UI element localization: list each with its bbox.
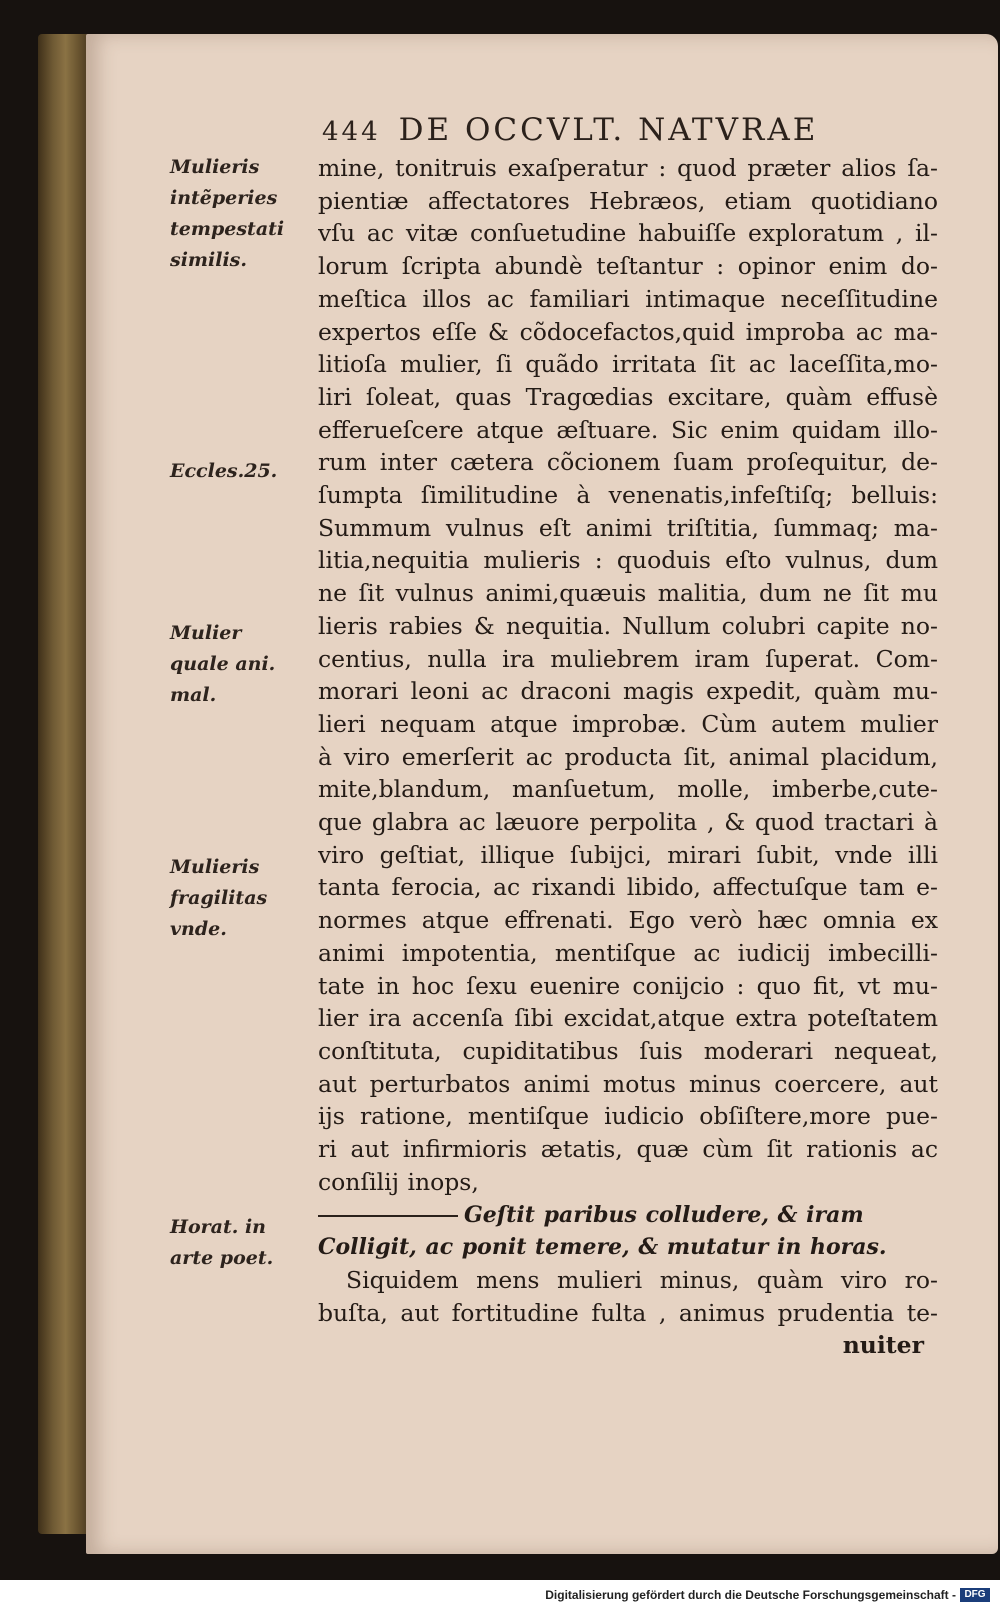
text-line: tate in hoc ſexu euenire conijcio : quo fit, vt mu- [318,971,938,1000]
text-line: buſta, aut fortitudine fulta , animus prudentia te- [318,1298,938,1327]
text-line: vſu ac vitæ conſuetudine habuiſſe exploratum , il- [318,219,938,248]
dfg-logo: DFG [960,1588,990,1602]
margin-note-line: mal. [170,684,217,706]
running-title: DE OCCVLT. NATVRAE [398,112,819,148]
text-line: pientiæ affectatores Hebræos, etiam quotidiano [318,186,938,215]
text-line: efferueſcere atque æſtuare. Sic enim quidam illo- [318,415,938,444]
margin-note-line: quale ani. [170,653,276,675]
margin-note-animal [170,618,310,711]
text-line: tanta ferocia, ac rixandi libido, affectuſque tam e- [318,873,938,902]
margin-note-line: Eccles.25. [170,460,278,482]
quote-dash-rule [318,1215,458,1217]
text-line: normes atque effrenati. Ego verò hæc omnia ex [318,906,938,935]
text-line: expertos eſſe & cõdocefactos,quid improba ac ma- [318,317,938,346]
text-line: animi impotentia, mentiſque ac iudicij imbecilli- [318,938,938,967]
page-number: 444 [322,117,381,147]
margin-note-line: vnde. [170,918,227,940]
verse-quote-line [318,1199,938,1232]
text-line: à viro emerſerit ac producta ſit, animal placidum, [318,742,938,771]
text-line: liri ſoleat, quas Tragœdias excitare, quàm effusè [318,382,938,411]
text-line: litia,nequitia mulieris : quoduis eſto vulnus, dum [318,546,938,575]
text-line: ſumpta ſimilitudine à venenatis,infeſtiſq; belluis: [318,481,938,510]
margin-note-line: fragilitas [170,887,268,909]
text-line: Summum vulnus eſt animi triſtitia, ſummaq; ma- [318,513,938,542]
text-line: mine, tonitruis exaſperatur : quod præter alios ſa- [318,154,938,182]
text-line: aut perturbatos animi motus minus coercere, aut [318,1069,938,1098]
text-line: Siquidem mens mulieri minus, quàm viro ro- [346,1265,938,1294]
margin-note-line: Mulieris [170,856,260,878]
text-line: centius, nulla ira muliebrem iram ſuperat. Com- [318,644,938,673]
book-spine [38,34,88,1534]
margin-note-line: Horat. in [170,1216,266,1238]
text-line: mite,blandum, manſuetum, molle, imberbe,cute- [318,775,938,804]
margin-note-fragility [170,852,310,945]
margin-note-line: arte poet. [170,1247,274,1269]
text-line: que glabra ac læuore perpolita , & quod tractari à [318,808,938,837]
text-line: rum inter cætera cõcionem ſuam proſequitur, de- [318,448,938,477]
margin-note-line: Mulieris [170,156,260,178]
text-line: litioſa mulier, ſi quãdo irritata ſit ac laceſſita,mo- [318,350,938,379]
margin-note-horace [170,1212,310,1274]
margin-note-line: similis. [170,249,247,271]
running-head [322,112,894,152]
text-line: ri aut infirmioris ætatis, quæ cùm ſit rationis ac [318,1135,938,1164]
margin-note-intemperance [170,152,310,276]
margin-note-line: intẽperies [170,187,278,209]
text-line: conſtituta, cupiditatibus ſuis moderari nequeat, [318,1036,938,1065]
text-line: meſtica illos ac familiari intimaque neceſſitudine [318,284,938,313]
text-line: lier ira accenſa ſibi excidat,atque extra poteſtatem [318,1004,938,1033]
body-text [318,152,938,1362]
text-line: lieris rabies & nequitia. Nullum colubri capite no- [318,611,938,640]
text-line: ne ſit vulnus animi,quæuis malitia, dum ne ſit mu [318,579,938,608]
margin-note-line: tempestati [170,218,285,240]
verse-quote-text: Colligit, ac ponit temere, & mutatur in horas. [318,1234,887,1261]
margin-note-line: Mulier [170,622,242,644]
text-line: lorum ſcripta abundè teſtantur : opinor enim do- [318,252,938,281]
verse-quote-text: Geſtit paribus colludere, & iram [464,1201,864,1228]
text-line: morari leoni ac draconi magis expedit, quàm mu- [318,677,938,706]
text-line: viro geſtiat, illique ſubijci, mirari ſubit, vnde illi [318,840,938,869]
funding-credit: Digitalisierung gefördert durch die Deutsche Forschungsgemeinschaft - [545,1588,956,1602]
catchword: nuiter [842,1331,924,1360]
text-line: conſilij inops, [318,1167,479,1196]
text-line: ijs ratione, mentiſque iudicio obſiſtere,more pue- [318,1102,938,1131]
verse-quote-line [318,1231,938,1264]
text-line: lieri nequam atque improbæ. Cùm autem mulier [318,709,938,738]
margin-note-eccles [170,456,310,487]
